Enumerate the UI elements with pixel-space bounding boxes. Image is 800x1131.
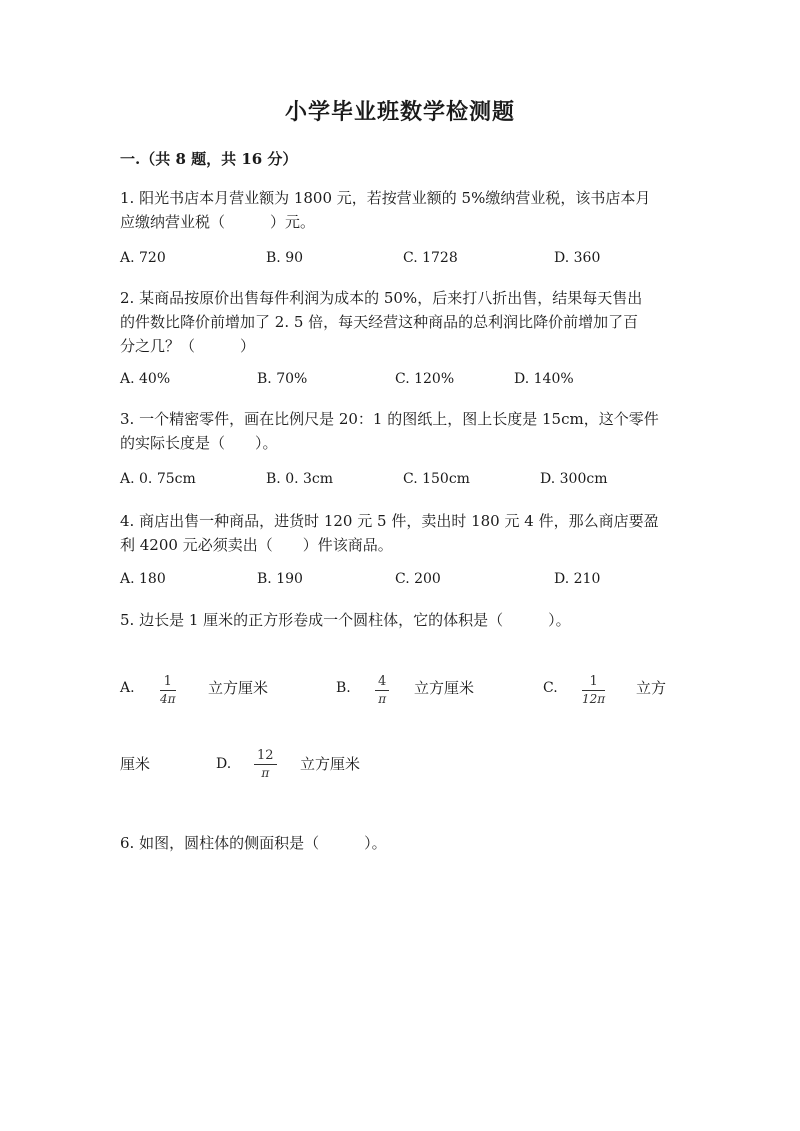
question-5-option-c-unit-continued: 厘米 [120,755,151,773]
question-1-option-c: C. 1728 [403,250,458,266]
fraction-numerator: 1 [589,674,598,689]
fraction-numerator: 1 [163,674,172,689]
question-5-option-c-label: C. [543,680,558,696]
section-heading: 一.（共 8 题，共 16 分） [120,150,298,168]
question-4-option-b: B. 190 [257,571,303,587]
question-3-option-d: D. 300cm [540,471,608,487]
question-1-option-b: B. 90 [266,250,304,266]
question-5-option-b-fraction [375,674,389,706]
question-2-option-a: A. 40% [120,371,171,387]
fraction-bar [254,764,277,765]
question-5-line-1: 5. 边长是 1 厘米的正方形卷成一个圆柱体，它的体积是（ ）。 [120,611,571,629]
question-2-option-b: B. 70% [257,371,308,387]
question-5-option-a-unit: 立方厘米 [208,679,269,697]
question-5-option-d-label: D. [216,756,232,772]
question-5-option-b-unit: 立方厘米 [414,679,475,697]
question-4-option-a: A. 180 [120,571,166,587]
question-5-option-d-unit: 立方厘米 [300,755,361,773]
question-2-line-3: 分之几？（ ） [120,337,256,355]
question-4-line-1: 4. 商店出售一种商品，进货时 120 元 5 件，卖出时 180 元 4 件，那么商店要盈 [120,512,659,530]
question-3-line-2: 的实际长度是（ ）。 [120,434,278,452]
fraction-denominator: π [378,692,387,706]
fraction-denominator: π [261,766,270,780]
question-1-line-1: 1. 阳光书店本月营业额为 1800 元，若按营业额的 5%缴纳营业税，该书店本月 [120,189,651,207]
question-5-option-d-fraction [254,748,277,780]
question-2-line-1: 2. 某商品按原价出售每件利润为成本的 50%，后来打八折出售，结果每天售出 [120,289,643,307]
fraction-bar [375,690,389,691]
question-4-option-d: D. 210 [554,571,601,587]
question-1-option-d: D. 360 [554,250,601,266]
question-3-option-b: B. 0. 3cm [266,471,334,487]
fraction-bar [160,690,176,691]
question-3-option-a: A. 0. 75cm [120,471,196,487]
question-3-option-c: C. 150cm [403,471,470,487]
question-5-option-c-fraction [582,674,605,706]
question-5-option-c-unit: 立方 [636,679,667,697]
page-title: 小学毕业班数学检测题 [284,99,515,125]
question-4-line-2: 利 4200 元必须卖出（ ）件该商品。 [120,536,393,554]
question-5-option-a-label: A. [120,680,135,696]
question-3-line-1: 3. 一个精密零件，画在比例尺是 20：1 的图纸上，图上长度是 15cm，这个零件 [120,410,659,428]
question-5-option-b-label: B. [336,680,351,696]
fraction-denominator: 12π [582,692,606,706]
question-2-line-2: 的件数比降价前增加了 2. 5 倍，每天经营这种商品的总利润比降价前增加了百 [120,313,639,331]
question-2-option-d: D. 140% [514,371,574,387]
question-6-line-1: 6. 如图，圆柱体的侧面积是（ ）。 [120,834,387,852]
fraction-numerator: 4 [378,674,387,689]
question-2-option-c: C. 120% [395,371,455,387]
question-1-option-a: A. 720 [120,250,166,266]
question-1-line-2: 应缴纳营业税（ ）元。 [120,213,316,231]
fraction-numerator: 12 [257,748,274,763]
question-5-option-a-fraction [160,674,176,706]
question-4-option-c: C. 200 [395,571,441,587]
fraction-denominator: 4π [160,692,176,706]
fraction-bar [582,690,605,691]
